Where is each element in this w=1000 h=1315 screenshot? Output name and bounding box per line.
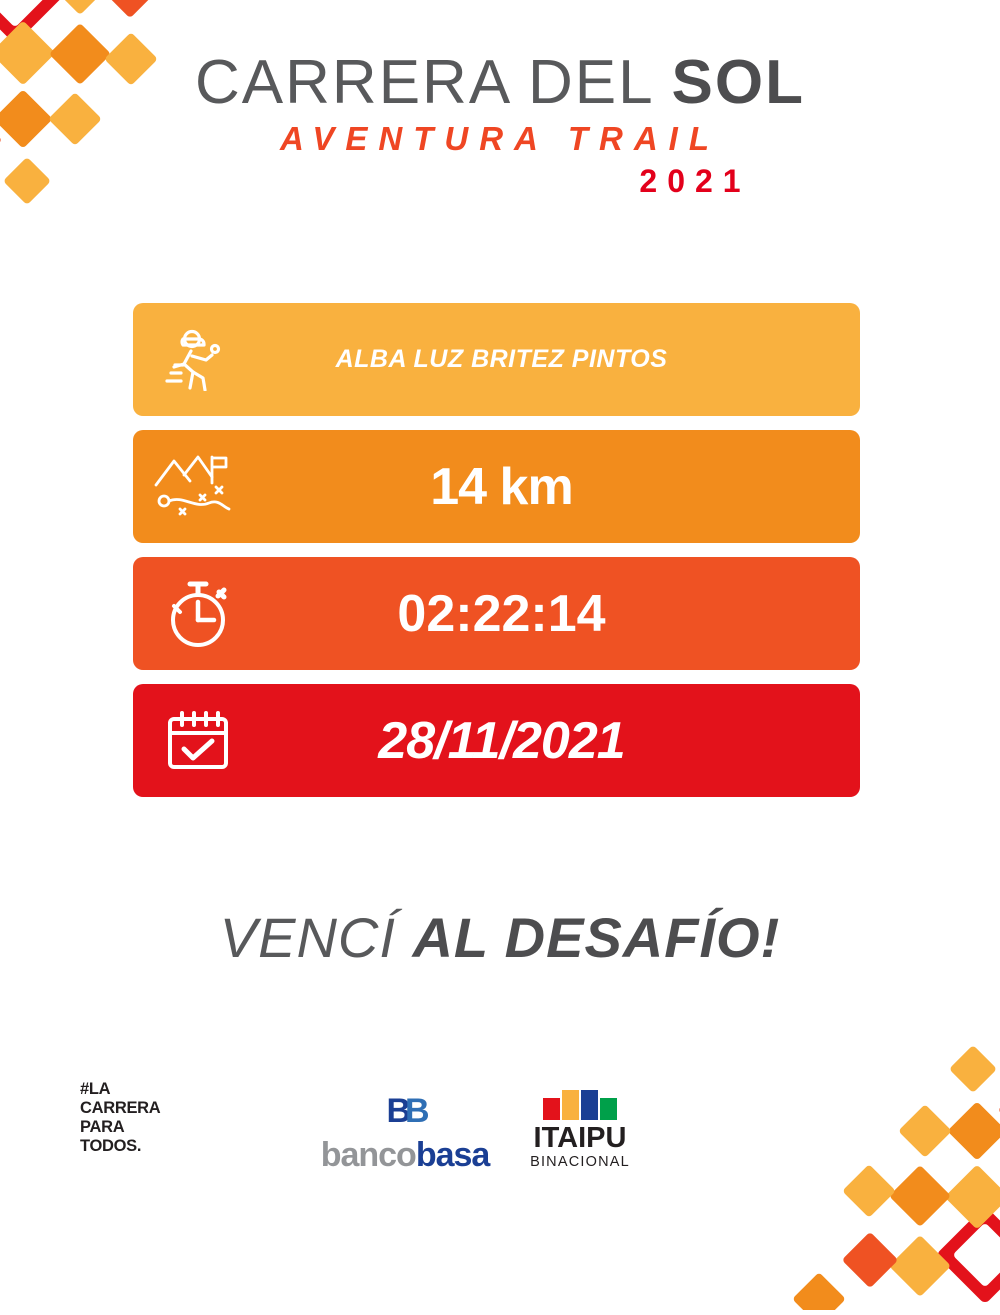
hashtag-line-1: #LA	[80, 1080, 111, 1098]
bancobasa-word-2: basa	[415, 1136, 490, 1174]
athlete-name: ALBA LUZ BRITEZ PINTOS	[335, 345, 668, 373]
title-part-2: SOL	[671, 48, 805, 117]
bancobasa-word-1: banco	[320, 1136, 416, 1174]
calendar-check-icon	[133, 705, 263, 777]
sponsor-bar	[60, 1080, 680, 1190]
bancobasa-mark-b2: B	[405, 1092, 424, 1130]
runner-icon	[133, 329, 263, 391]
stopwatch-icon	[133, 576, 263, 652]
slogan-part-2: AL DESAFÍO!	[412, 906, 781, 969]
event-subtitle: AVENTURA TRAIL	[280, 120, 720, 157]
row-distance	[133, 430, 860, 543]
bancobasa-wordmark	[305, 1138, 505, 1172]
bancobasa-mark-b1: B	[386, 1092, 405, 1130]
hashtag-line-3: PARA	[80, 1118, 125, 1137]
row-date	[133, 684, 860, 797]
sponsor-bancobasa-logo	[305, 1094, 505, 1172]
date-value: 28/11/2021	[378, 711, 625, 770]
event-header	[0, 48, 1000, 199]
event-year: 2021	[639, 163, 751, 199]
hashtag-line-4: TODOS.	[80, 1137, 142, 1156]
itaipu-subtitle: BINACIONAL	[530, 1154, 630, 1170]
slogan-part-1: VENCÍ	[219, 906, 413, 969]
hashtag-line-2: CARRERA	[80, 1099, 161, 1118]
diamond-pattern-svg-2	[730, 980, 1000, 1310]
bancobasa-mark	[305, 1094, 505, 1130]
decorative-diamonds-bottom-right	[730, 980, 1000, 1310]
row-athlete	[133, 303, 860, 416]
trail-route-icon	[133, 451, 263, 523]
itaipu-name: ITAIPU	[533, 1122, 627, 1154]
itaipu-bars	[480, 1088, 680, 1120]
result-rows	[133, 303, 860, 811]
title-part-1: CARRERA DEL	[195, 48, 672, 117]
slogan	[0, 905, 1000, 970]
row-time	[133, 557, 860, 670]
sponsor-hashtag-logo	[80, 1080, 160, 1157]
time-value: 02:22:14	[397, 584, 606, 643]
distance-value: 14 km	[430, 457, 573, 516]
sponsor-itaipu-logo	[480, 1088, 680, 1172]
page-title	[0, 48, 1000, 117]
